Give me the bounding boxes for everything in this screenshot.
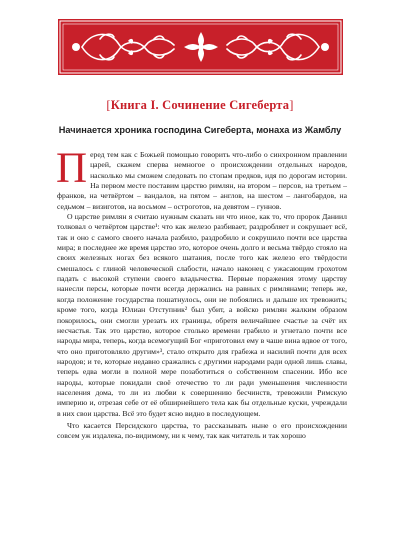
chapter-subtitle: Начинается хроника господина Сигеберта, монаха из Жамблу	[58, 125, 342, 135]
heading-close-bracket: ]	[289, 98, 294, 112]
drop-cap: П	[56, 145, 88, 192]
body-text	[56, 145, 347, 442]
chapter-heading	[0, 98, 400, 113]
heading-open-bracket: [	[106, 98, 111, 112]
ornamental-header-banner	[58, 19, 343, 75]
paragraph-1	[56, 145, 347, 212]
paragraph-2: О царстве римлян я считаю нужным сказать ни что иное, как то, что пророк Даниил толковал о четвёртом царстве¹: что как железо разбивает, раздробляет и сокрушает всё, так и оно с самого своего начала разбило, раздробило и сокрушило почти все царства мира; в последнее же время царство это, которое очень долго и весьма твёрдо стояло на своих железных ногах без всякого шатания, после того как железо его твёрдости смешалось с глиной человеческой слабости, начало наконец с ужасающим грохотом падать с высокой ступени своего владычества. Первые поражения этому царству нанесли персы, которые почти всегда держались на равных с римлянами; теперь же, когда положение государства пошатнулось, они не побоялись и дальше их тревожить; кроме того, когда Юлиан Отступник² был убит, а войско римлян жалким образом покорилось, они смогли урезать их границы, обретя величайшее счастье за счёт их несчастья. Так это царство, которое столько времени грабило и угнетало почти все народы мира, теперь, когда всемогущий Бог «приготовил ему в чаше вина вдвое от того, что оно приготовляло другим»³, стало открыто для грабежа и насилий почти для всех народов; и те, которые недавно сражались с другими народами ради одной лишь славы, теперь едва могли в полной мере позаботиться о собственном спасении. Ибо все народы, которые покидали своё отечество то ли ради уменьшения численности населения дома, то ли из любви к совершению бесчинств, тревожили Римскую империю и, отрезая себе от её обширнейшего тела как бы отдельные куски, учреждали в них свои царства. Всё это будет ясно видно в последующем.	[57, 212, 347, 418]
heading-title: Книга I. Сочинение Сигеберта	[110, 98, 290, 112]
paragraph-1-text: еред тем как с Божьей помощью говорить что-либо о синхронном правлении царей, скажем сперва немногое о происхождении отдельных народов, насколько мы сможем следовать по стопам предков, идя по дорогам истории. На первом месте поставим царство римлян, на втором – персов, на третьем – франков, на четвёртом – вандалов, на пятом – англов, на шестом – лангобардов, на седьмом – визиготов, на восьмом – остроготов, на девятом – гуннов.	[57, 150, 347, 211]
paragraph-3: Что касается Персидского царства, то рассказывать ныне о его происхождении совсем уж издалека, по-видимому, ни к чему, так как читатель и так хорошо	[57, 420, 347, 441]
